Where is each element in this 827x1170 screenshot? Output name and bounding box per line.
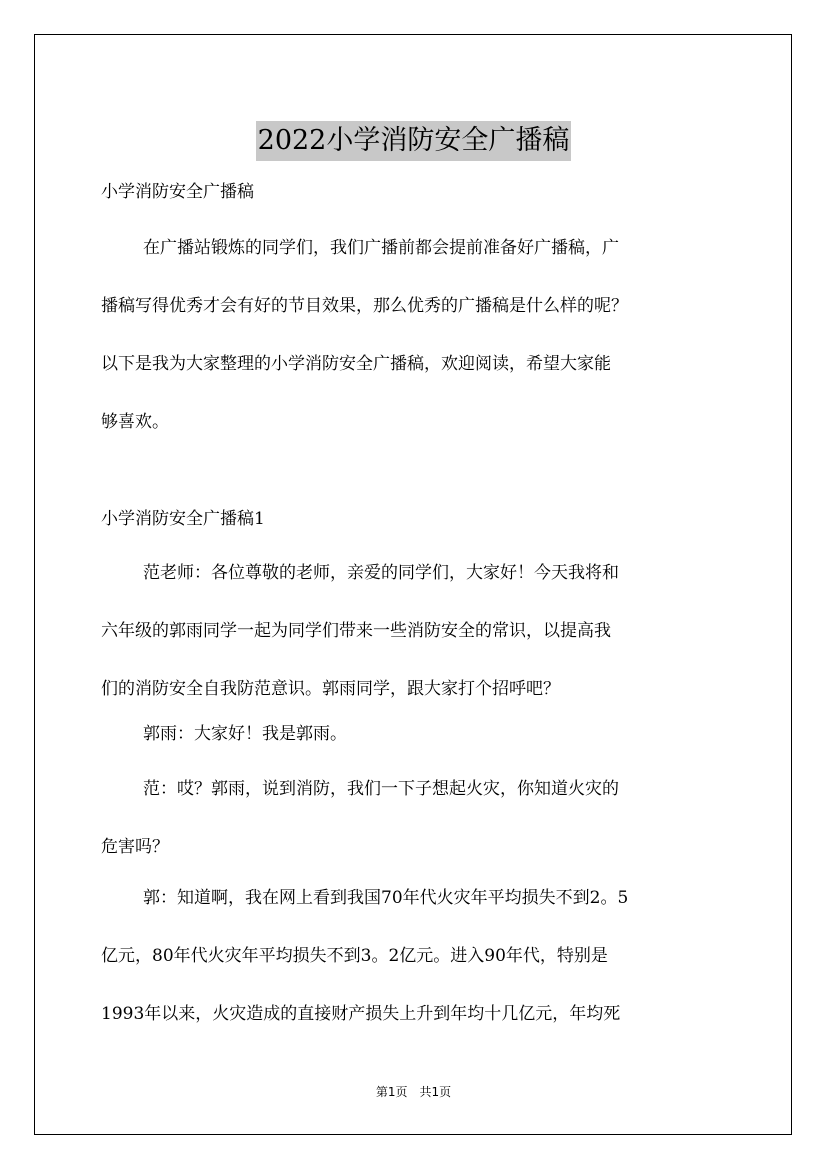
text-line: 以下是我为大家整理的小学消防安全广播稿，欢迎阅读，希望大家能 xyxy=(101,354,611,374)
text-line: 郭：知道啊，我在网上看到我国70年代火灾年平均损失不到2。5 xyxy=(143,888,629,908)
section-heading: 小学消防安全广播稿 xyxy=(101,182,254,202)
text-line: 在广播站锻炼的同学们，我们广播前都会提前准备好广播稿，广 xyxy=(143,238,619,258)
text-line: 亿元，80年代火灾年平均损失不到3。2亿元。进入90年代，特别是 xyxy=(101,946,608,966)
text-line: 够喜欢。 xyxy=(101,412,169,432)
paragraph-2 xyxy=(101,705,741,763)
text-line: 六年级的郭雨同学一起为同学们带来一些消防安全的常识，以提高我 xyxy=(101,621,611,641)
paragraph-1 xyxy=(101,544,741,718)
document-title: 2022小学消防安全广播稿 xyxy=(256,121,572,161)
paragraph-4 xyxy=(101,869,741,1043)
text-line: 危害吗？ xyxy=(101,837,169,857)
text-line: 播稿写得优秀才会有好的节目效果，那么优秀的广播稿是什么样的呢？ xyxy=(101,296,628,316)
text-line: 范老师：各位尊敬的老师，亲爱的同学们，大家好！今天我将和 xyxy=(143,563,619,583)
text-line: 范：哎？郭雨，说到消防，我们一下子想起火灾，你知道火灾的 xyxy=(143,779,619,799)
text-line: 们的消防安全自我防范意识。郭雨同学，跟大家打个招呼吧？ xyxy=(101,679,560,699)
paragraph-3 xyxy=(101,760,741,876)
page-footer: 第1页 共1页 xyxy=(375,1085,452,1099)
text-line: 1993年以来，火灾造成的直接财产损失上升到年均十几亿元，年均死 xyxy=(101,1004,621,1024)
text-line: 郭雨：大家好！我是郭雨。 xyxy=(143,724,347,744)
section-heading-1: 小学消防安全广播稿1 xyxy=(101,509,265,529)
intro-paragraph xyxy=(101,219,741,451)
